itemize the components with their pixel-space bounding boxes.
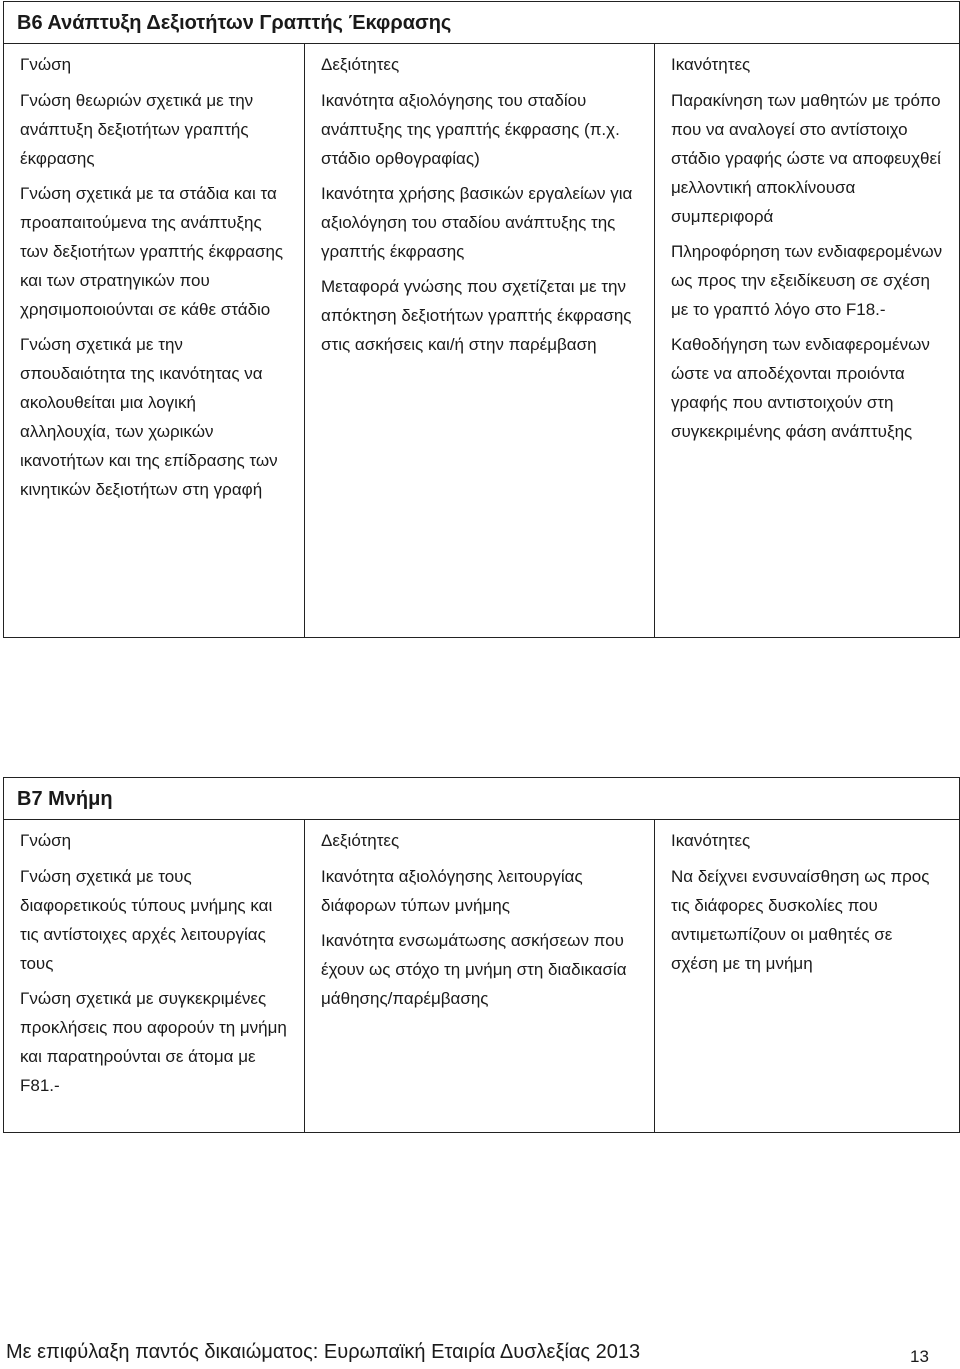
paragraph: Ικανότητα χρήσης βασικών εργαλείων για αξιολόγηση του σταδίου ανάπτυξης της γραπτής έκφρασης [321, 184, 633, 261]
b6-knowledge-column [4, 44, 305, 638]
column-heading: Γνώση [20, 55, 72, 74]
b6-competences-column [655, 44, 960, 638]
column-heading: Ικανότητες [671, 831, 751, 850]
column-heading: Δεξιότητες [321, 831, 400, 850]
b7-competences-column [655, 820, 960, 1133]
section-b7 [3, 777, 959, 1133]
paragraph: Ικανότητα αξιολόγησης του σταδίου ανάπτυξης της γραπτής έκφρασης (π.χ. στάδιο ορθογραφίας) [321, 91, 620, 168]
b7-table [3, 777, 960, 1133]
paragraph: Γνώση σχετικά με συγκεκριμένες προκλήσεις που αφορούν τη μνήμη και παρατηρούνται σε άτομα με F81.- [20, 989, 287, 1095]
b7-skills-column [305, 820, 655, 1133]
b7-title: Β7 Μνήμη [4, 778, 960, 820]
b7-knowledge-column [4, 820, 305, 1133]
paragraph: Να δείχνει ενσυναίσθηση ως προς τις διάφορες δυσκολίες που αντιμετωπίζουν οι μαθητές σε σχέση με τη μνήμη [671, 867, 930, 973]
paragraph: Γνώση θεωριών σχετικά με την ανάπτυξη δεξιοτήτων γραπτής έκφρασης [20, 91, 254, 168]
b6-skills-column [305, 44, 655, 638]
b6-table [3, 1, 960, 638]
paragraph: Παρακίνηση των μαθητών με τρόπο που να αναλογεί στο αντίστοιχο στάδιο γραφής ώστε να αποφευχθεί μελλοντική αποκλίνουσα συμπεριφορά [671, 91, 941, 226]
paragraph: Μεταφορά γνώσης που σχετίζεται με την απόκτηση δεξιοτήτων γραπτής έκφρασης στις ασκήσεις και/ή στην παρέμβαση [321, 277, 632, 354]
paragraph: Γνώση σχετικά με τους διαφορετικούς τύπους μνήμης και τις αντίστοιχες αρχές λειτουργίας τους [20, 867, 273, 973]
column-heading: Ικανότητες [671, 55, 751, 74]
column-heading: Γνώση [20, 831, 72, 850]
paragraph: Πληροφόρηση των ενδιαφερομένων ως προς την εξειδίκευση σε σχέση με το γραπτό λόγο στο F18.- [671, 242, 943, 319]
column-heading: Δεξιότητες [321, 55, 400, 74]
footer-copyright: Με επιφύλαξη παντός δικαιώματος: Ευρωπαϊκή Εταιρία Δυσλεξίας 2013 [6, 1341, 641, 1363]
paragraph: Ικανότητα ενσωμάτωσης ασκήσεων που έχουν ως στόχο τη μνήμη στη διαδικασία μάθησης/παρέμβασης [321, 931, 627, 1008]
paragraph: Καθοδήγηση των ενδιαφερομένων ώστε να αποδέχονται προιόντα γραφής που αντιστοιχούν στη συγκεκριμένης φάση ανάπτυξης [671, 335, 930, 441]
section-b6 [3, 1, 959, 638]
paragraph: Ικανότητα αξιολόγησης λειτουργίας διάφορων τύπων μνήμης [321, 867, 583, 915]
page-number: 13 [910, 1347, 929, 1366]
b6-title: Β6 Ανάπτυξη Δεξιοτήτων Γραπτής Έκφρασης [4, 2, 960, 44]
paragraph: Γνώση σχετικά με τα στάδια και τα προαπαιτούμενα της ανάπτυξης των δεξιοτήτων γραπτής έκφρασης και των στρατηγικών που χρησιμοποιούνται σε κάθε στάδιο [20, 184, 284, 319]
paragraph: Γνώση σχετικά με την σπουδαιότητα της ικανότητας να ακολουθείται μια λογική αλληλουχία, των χωρικών ικανοτήτων και της επίδρασης των κινητικών δεξιοτήτων στη γραφή [20, 335, 278, 499]
